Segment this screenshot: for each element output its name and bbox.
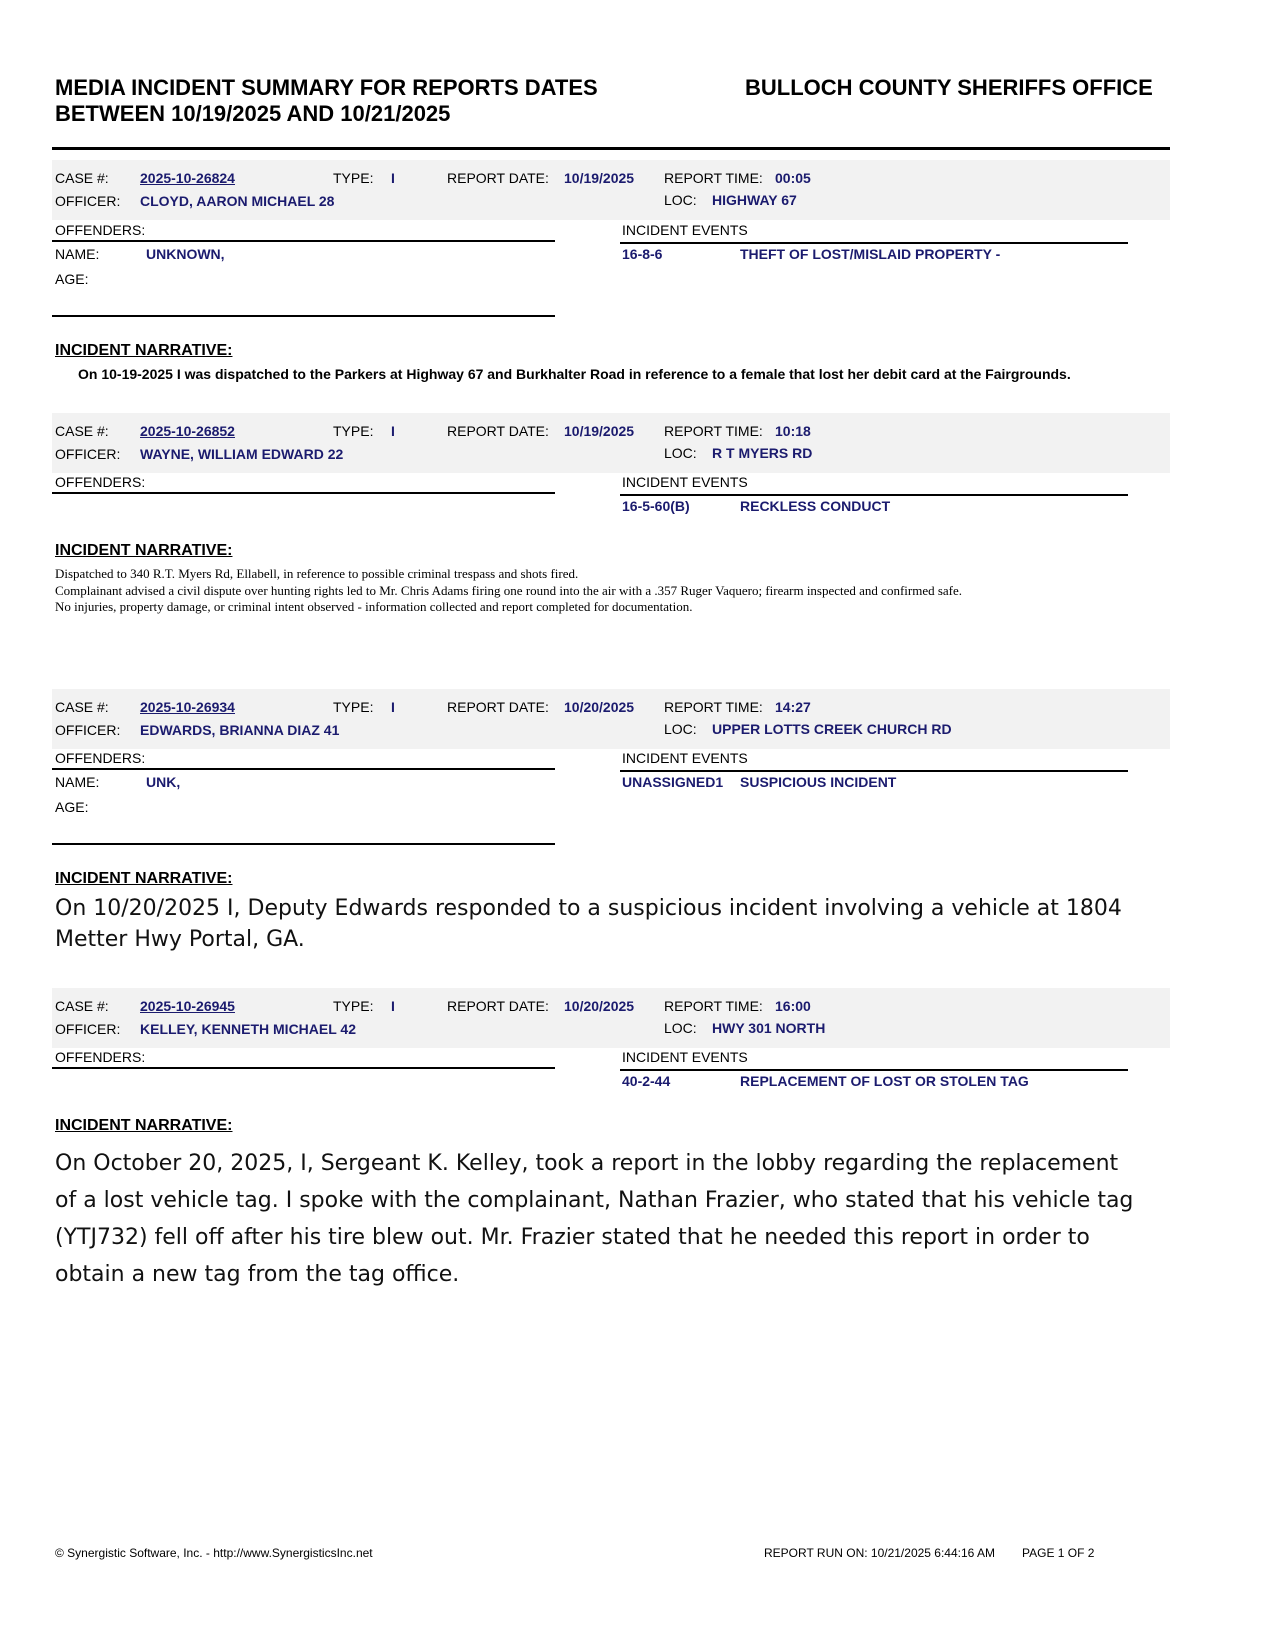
narrative-text: Dispatched to 340 R.T. Myers Rd, Ellabell, in reference to possible criminal trespass and shots fired. Complainant advised a civil dispute over hunting rights led to Mr. Chris Adams firing one round into the air with a .357 Ruger Vaquero; firearm inspected and confirmed safe. No injuries, property damage, or criminal intent observed - information collected and report completed for documentation. [55,566,963,614]
incident-events-label: INCIDENT EVENTS [622,750,748,766]
loc-value: HIGHWAY 67 [712,192,797,208]
offenders-underline [52,1067,555,1069]
report-date-label: REPORT DATE: [447,998,549,1014]
report-time-value: 14:27 [775,699,811,715]
case-label: CASE #: [55,998,109,1014]
loc-value: UPPER LOTTS CREEK CHURCH RD [712,721,952,737]
type-label: TYPE: [333,423,374,439]
header-divider [52,147,1170,150]
case-info-band [52,988,1170,1048]
events-underline [620,242,1128,244]
report-time-label: REPORT TIME: [664,170,763,186]
incident-events-label: INCIDENT EVENTS [622,222,748,238]
report-date-value: 10/19/2025 [564,423,635,439]
case-number-link[interactable]: 2025-10-26934 [140,699,235,715]
report-time-value: 16:00 [775,998,811,1014]
type-value: I [391,998,395,1014]
narrative-text: On 10-19-2025 I was dispatched to the Parkers at Highway 67 and Burkhalter Road in reference to a female that lost her debit card at the Fairgrounds. [78,366,1071,382]
case-label: CASE #: [55,699,109,715]
loc-value: R T MYERS RD [712,445,813,461]
report-title [55,75,598,127]
type-value: I [391,170,395,186]
case-info-band [52,413,1170,473]
type-label: TYPE: [333,998,374,1014]
offenders-label: OFFENDERS: [55,474,146,490]
case-info-band [52,689,1170,749]
event-code: 40-2-44 [622,1073,671,1089]
offender-bottom-rule [52,315,555,317]
name-label: NAME: [55,774,100,790]
footer-copyright: © Synergistic Software, Inc. - http://www.SynergisticsInc.net [55,1546,373,1560]
offender-name-value: UNK, [146,774,181,790]
case-label: CASE #: [55,423,109,439]
case-number-link[interactable]: 2025-10-26945 [140,998,235,1014]
officer-value: WAYNE, WILLIAM EDWARD 22 [140,446,344,462]
case-info-band [52,160,1170,220]
officer-label: OFFICER: [55,722,121,738]
officer-value: CLOYD, AARON MICHAEL 28 [140,193,335,209]
report-date-value: 10/19/2025 [564,170,635,186]
events-underline [620,494,1128,496]
report-date-label: REPORT DATE: [447,423,549,439]
event-code: 16-8-6 [622,246,663,262]
narrative-heading: INCIDENT NARRATIVE: [55,342,233,359]
event-description: REPLACEMENT OF LOST OR STOLEN TAG [740,1073,1029,1089]
loc-label: LOC: [664,445,697,461]
report-title-line2: BETWEEN 10/19/2025 AND 10/21/2025 [55,101,451,126]
officer-value: KELLEY, KENNETH MICHAEL 42 [140,1021,356,1037]
report-time-label: REPORT TIME: [664,423,763,439]
type-value: I [391,423,395,439]
case-label: CASE #: [55,170,109,186]
narrative-heading: INCIDENT NARRATIVE: [55,542,233,559]
officer-label: OFFICER: [55,1021,121,1037]
report-time-label: REPORT TIME: [664,699,763,715]
case-number-link[interactable]: 2025-10-26824 [140,170,235,186]
offenders-label: OFFENDERS: [55,222,146,238]
case-number-link[interactable]: 2025-10-26852 [140,423,235,439]
event-code: UNASSIGNED1 [622,774,724,790]
report-time-label: REPORT TIME: [664,998,763,1014]
events-underline [620,1069,1128,1071]
report-time-value: 00:05 [775,170,811,186]
officer-label: OFFICER: [55,446,121,462]
narrative-heading: INCIDENT NARRATIVE: [55,1117,233,1134]
loc-label: LOC: [664,192,697,208]
footer-report-run: REPORT RUN ON: 10/21/2025 6:44:16 AM [764,1546,996,1560]
report-time-value: 10:18 [775,423,811,439]
incident-events-label: INCIDENT EVENTS [622,1049,748,1065]
report-title-line1: MEDIA INCIDENT SUMMARY FOR REPORTS DATES [55,75,598,100]
offenders-underline [52,768,555,770]
age-label: AGE: [55,271,89,287]
event-description: SUSPICIOUS INCIDENT [740,774,897,790]
report-date-value: 10/20/2025 [564,699,635,715]
loc-label: LOC: [664,721,697,737]
offenders-underline [52,492,555,494]
report-date-label: REPORT DATE: [447,170,549,186]
type-label: TYPE: [333,170,374,186]
officer-value: EDWARDS, BRIANNA DIAZ 41 [140,722,340,738]
event-description: THEFT OF LOST/MISLAID PROPERTY - [740,246,1001,262]
loc-label: LOC: [664,1020,697,1036]
event-code: 16-5-60(B) [622,498,690,514]
footer-page-number: PAGE 1 OF 2 [1022,1546,1095,1560]
incident-events-label: INCIDENT EVENTS [622,474,748,490]
narrative-heading: INCIDENT NARRATIVE: [55,870,233,887]
report-date-value: 10/20/2025 [564,998,635,1014]
report-date-label: REPORT DATE: [447,699,549,715]
offender-name-value: UNKNOWN, [146,246,225,262]
narrative-text: On October 20, 2025, I, Sergeant K. Kelley, took a report in the lobby regarding the replacement of a lost vehicle tag. I spoke with the complainant, Nathan Frazier, who stated that his vehicle tag (YTJ732) fell off after his tire blew out. Mr. Frazier stated that he needed this report in order to obtain a new tag from the tag office. [55,1151,1134,1287]
age-label: AGE: [55,799,89,815]
offenders-label: OFFENDERS: [55,750,146,766]
offender-bottom-rule [52,843,555,845]
loc-value: HWY 301 NORTH [712,1020,826,1036]
officer-label: OFFICER: [55,193,121,209]
event-description: RECKLESS CONDUCT [740,498,891,514]
organization-name: BULLOCH COUNTY SHERIFFS OFFICE [745,75,1153,100]
narrative-text: On 10/20/2025 I, Deputy Edwards responded to a suspicious incident involving a vehicle at 1804 Metter Hwy Portal, GA. [55,896,1122,952]
offenders-underline [52,240,555,242]
offenders-label: OFFENDERS: [55,1049,146,1065]
name-label: NAME: [55,246,100,262]
events-underline [620,770,1128,772]
type-label: TYPE: [333,699,374,715]
type-value: I [391,699,395,715]
